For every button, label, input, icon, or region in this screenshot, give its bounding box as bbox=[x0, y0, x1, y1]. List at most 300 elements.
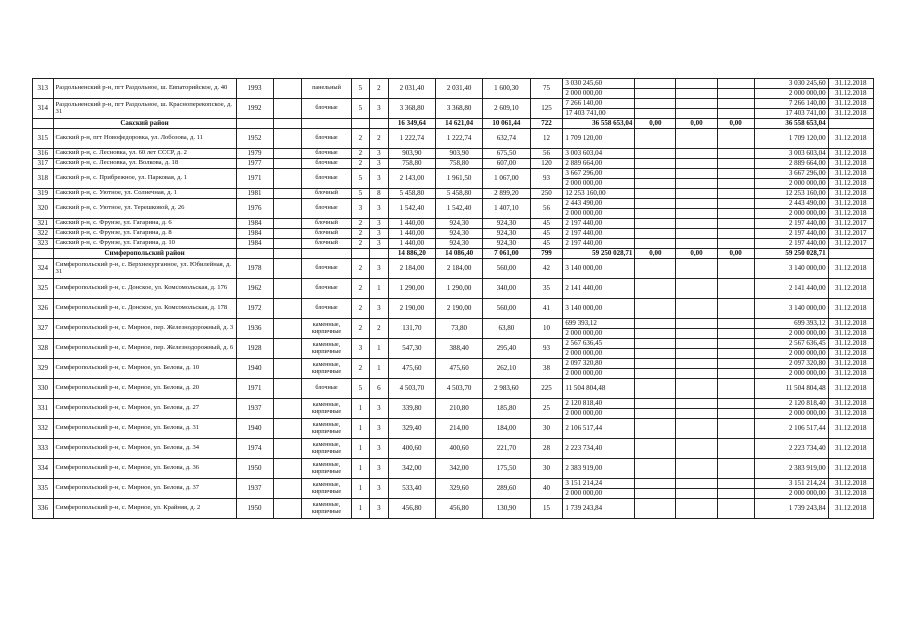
deadline-cell: 31.12.2018 bbox=[828, 359, 873, 369]
sum-cell: 2 889 664,00 bbox=[563, 159, 635, 169]
area-living-cell: 329,60 bbox=[435, 479, 482, 499]
empty-cell bbox=[676, 479, 717, 489]
empty-cell bbox=[273, 99, 302, 119]
table-row bbox=[33, 159, 874, 169]
empty-cell bbox=[635, 409, 676, 419]
year-cell: 1952 bbox=[236, 129, 273, 149]
address-cell: Сакский р-н, пгт Новофедоровка, ул. Лобозова, д. 11 bbox=[53, 129, 236, 149]
total-cell: 2 443 490,00 bbox=[754, 199, 828, 209]
area-total-cell: 1 290,00 bbox=[388, 279, 435, 299]
total-cell: 2 097 320,80 bbox=[754, 359, 828, 369]
wall-material-cell: каменные, кирпичные bbox=[302, 439, 351, 459]
empty-cell bbox=[273, 499, 302, 519]
total-cell: 3 151 214,24 bbox=[754, 479, 828, 489]
empty-cell bbox=[273, 239, 302, 249]
empty-cell bbox=[717, 79, 754, 89]
deadline-cell: 31.12.2018 bbox=[828, 379, 873, 399]
empty-cell bbox=[717, 159, 754, 169]
empty-cell bbox=[717, 209, 754, 219]
year-cell: 1977 bbox=[236, 159, 273, 169]
area-residential-cell: 2 609,10 bbox=[483, 99, 530, 119]
empty-cell bbox=[717, 369, 754, 379]
deadline-cell: 31.12.2018 bbox=[828, 169, 873, 179]
empty-cell bbox=[635, 109, 676, 119]
empty-cell bbox=[635, 239, 676, 249]
district-sum: 36 558 653,04 bbox=[563, 119, 635, 129]
residents-cell: 42 bbox=[530, 259, 563, 279]
sum-cell: 3 140 000,00 bbox=[563, 299, 635, 319]
floors-cell: 1 bbox=[351, 439, 370, 459]
floors-cell: 1 bbox=[351, 459, 370, 479]
empty-cell bbox=[273, 119, 302, 129]
year-cell: 1940 bbox=[236, 419, 273, 439]
area-living-cell: 456,80 bbox=[435, 499, 482, 519]
empty-cell bbox=[717, 359, 754, 369]
row-number: 324 bbox=[33, 259, 54, 279]
empty-cell bbox=[635, 369, 676, 379]
district-area-living: 14 086,40 bbox=[435, 249, 482, 259]
residents-cell: 45 bbox=[530, 229, 563, 239]
empty-cell bbox=[676, 99, 717, 109]
empty-cell bbox=[676, 209, 717, 219]
sum-cell: 2 223 734,40 bbox=[563, 439, 635, 459]
deadline-cell: 31.12.2018 bbox=[828, 179, 873, 189]
sum-cell: 7 266 140,00 bbox=[563, 99, 635, 109]
total-cell: 2 889 664,00 bbox=[754, 159, 828, 169]
year-cell: 1936 bbox=[236, 319, 273, 339]
address-cell: Симферопольский р-н, с. Мирное, пер. Железнодорожный, д. 3 bbox=[53, 319, 236, 339]
area-living-cell: 3 368,80 bbox=[435, 99, 482, 119]
area-total-cell: 1 440,00 bbox=[388, 239, 435, 249]
empty-cell bbox=[676, 129, 717, 149]
row-number: 317 bbox=[33, 159, 54, 169]
deadline-cell: 31.12.2018 bbox=[828, 129, 873, 149]
empty-cell bbox=[273, 459, 302, 479]
year-cell: 1974 bbox=[236, 439, 273, 459]
sum-cell: 2 000 000,00 bbox=[563, 409, 635, 419]
area-residential-cell: 924,30 bbox=[483, 229, 530, 239]
total-cell: 2 383 919,00 bbox=[754, 459, 828, 479]
residents-cell: 15 bbox=[530, 499, 563, 519]
empty-cell bbox=[717, 219, 754, 229]
floors-cell: 2 bbox=[351, 299, 370, 319]
total-cell: 2 106 517,44 bbox=[754, 419, 828, 439]
year-cell: 1971 bbox=[236, 379, 273, 399]
deadline-cell: 31.12.2017 bbox=[828, 229, 873, 239]
year-cell: 1928 bbox=[236, 339, 273, 359]
table-row bbox=[33, 379, 874, 399]
floors-cell: 5 bbox=[351, 379, 370, 399]
district-zero-1: 0,00 bbox=[635, 119, 676, 129]
sum-cell: 2 197 440,00 bbox=[563, 239, 635, 249]
empty-cell bbox=[717, 299, 754, 319]
empty-cell bbox=[717, 409, 754, 419]
empty-cell bbox=[717, 229, 754, 239]
address-cell: Сакский р-н, с. Фрунзе, ул. Гагарина, д. 6 bbox=[53, 219, 236, 229]
table-row bbox=[33, 279, 874, 299]
area-living-cell: 903,90 bbox=[435, 149, 482, 159]
empty-cell bbox=[676, 229, 717, 239]
deadline-cell: 31.12.2018 bbox=[828, 319, 873, 329]
district-zero-3: 0,00 bbox=[717, 249, 754, 259]
residents-cell: 225 bbox=[530, 379, 563, 399]
empty-cell bbox=[676, 219, 717, 229]
empty-cell bbox=[717, 419, 754, 439]
deadline-cell: 31.12.2018 bbox=[828, 299, 873, 319]
area-residential-cell: 221,70 bbox=[483, 439, 530, 459]
table-row bbox=[33, 129, 874, 149]
area-living-cell: 4 503,70 bbox=[435, 379, 482, 399]
area-living-cell: 388,40 bbox=[435, 339, 482, 359]
empty-cell bbox=[717, 399, 754, 409]
area-residential-cell: 2 983,60 bbox=[483, 379, 530, 399]
empty-cell bbox=[273, 399, 302, 419]
floors-cell: 1 bbox=[351, 499, 370, 519]
address-cell: Сакский р-н, с. Прибрежное, ул. Парковая, д. 1 bbox=[53, 169, 236, 189]
empty-cell bbox=[635, 189, 676, 199]
empty-cell bbox=[676, 339, 717, 349]
wall-material-cell: блочный bbox=[302, 229, 351, 239]
district-zero-1: 0,00 bbox=[635, 249, 676, 259]
district-area-total: 14 886,20 bbox=[388, 249, 435, 259]
empty-cell bbox=[676, 279, 717, 299]
area-living-cell: 2 031,40 bbox=[435, 79, 482, 99]
entrances-cell: 3 bbox=[370, 229, 389, 239]
table-row bbox=[33, 259, 874, 279]
district-name: Сакский район bbox=[53, 119, 236, 129]
area-total-cell: 3 368,80 bbox=[388, 99, 435, 119]
table-row bbox=[33, 229, 874, 239]
total-cell: 2 000 000,00 bbox=[754, 369, 828, 379]
row-number: 314 bbox=[33, 99, 54, 119]
address-cell: Симферопольский р-н, с. Мирное, ул. Белова, д. 27 bbox=[53, 399, 236, 419]
address-cell: Симферопольский р-н, с. Мирное, ул. Белова, д. 10 bbox=[53, 359, 236, 379]
empty-cell bbox=[676, 109, 717, 119]
wall-material-cell: блочные bbox=[302, 279, 351, 299]
entrances-cell: 3 bbox=[370, 479, 389, 499]
table-row bbox=[33, 219, 874, 229]
address-cell: Сакский р-н, с. Уютное, ул. Терешковой, д. 26 bbox=[53, 199, 236, 219]
deadline-cell: 31.12.2018 bbox=[828, 159, 873, 169]
deadline-cell: 31.12.2018 bbox=[828, 409, 873, 419]
table-row bbox=[33, 169, 874, 179]
year-cell: 1984 bbox=[236, 219, 273, 229]
sum-cell: 1 739 243,84 bbox=[563, 499, 635, 519]
empty-cell bbox=[676, 259, 717, 279]
residents-cell: 12 bbox=[530, 129, 563, 149]
district-total: 59 250 028,71 bbox=[754, 249, 828, 259]
empty-cell bbox=[717, 479, 754, 489]
area-living-cell: 924,30 bbox=[435, 219, 482, 229]
sum-cell: 2 000 000,00 bbox=[563, 179, 635, 189]
area-total-cell: 1 222,74 bbox=[388, 129, 435, 149]
area-living-cell: 1 542,40 bbox=[435, 199, 482, 219]
area-residential-cell: 185,80 bbox=[483, 399, 530, 419]
sum-cell: 2 141 440,00 bbox=[563, 279, 635, 299]
entrances-cell: 3 bbox=[370, 239, 389, 249]
empty-cell bbox=[717, 489, 754, 499]
empty-cell bbox=[828, 119, 873, 129]
total-cell: 2 567 636,45 bbox=[754, 339, 828, 349]
district-area-living: 14 621,04 bbox=[435, 119, 482, 129]
year-cell: 1937 bbox=[236, 399, 273, 419]
empty-cell bbox=[676, 349, 717, 359]
residents-cell: 45 bbox=[530, 239, 563, 249]
row-number: 330 bbox=[33, 379, 54, 399]
wall-material-cell: каменные, кирпичные bbox=[302, 319, 351, 339]
year-cell: 1984 bbox=[236, 239, 273, 249]
wall-material-cell: блочные bbox=[302, 99, 351, 119]
area-living-cell: 924,30 bbox=[435, 239, 482, 249]
area-total-cell: 2 031,40 bbox=[388, 79, 435, 99]
area-living-cell: 214,00 bbox=[435, 419, 482, 439]
area-living-cell: 1 290,00 bbox=[435, 279, 482, 299]
address-cell: Симферопольский р-н, с. Мирное, ул. Белова, д. 20 bbox=[53, 379, 236, 399]
year-cell: 1976 bbox=[236, 199, 273, 219]
sum-cell: 3 140 000,00 bbox=[563, 259, 635, 279]
deadline-cell: 31.12.2018 bbox=[828, 109, 873, 119]
entrances-cell: 1 bbox=[370, 359, 389, 379]
area-residential-cell: 289,60 bbox=[483, 479, 530, 499]
deadline-cell: 31.12.2018 bbox=[828, 349, 873, 359]
entrances-cell: 3 bbox=[370, 419, 389, 439]
residents-cell: 40 bbox=[530, 479, 563, 499]
area-residential-cell: 262,10 bbox=[483, 359, 530, 379]
empty-cell bbox=[676, 299, 717, 319]
district-sum: 59 250 028,71 bbox=[563, 249, 635, 259]
total-cell: 2 197 440,00 bbox=[754, 219, 828, 229]
area-total-cell: 547,30 bbox=[388, 339, 435, 359]
empty-cell bbox=[33, 249, 54, 259]
floors-cell: 3 bbox=[351, 339, 370, 359]
empty-cell bbox=[717, 169, 754, 179]
sum-cell: 3 667 296,00 bbox=[563, 169, 635, 179]
row-number: 332 bbox=[33, 419, 54, 439]
area-living-cell: 2 184,00 bbox=[435, 259, 482, 279]
empty-cell bbox=[370, 119, 389, 129]
empty-cell bbox=[635, 99, 676, 109]
table-row bbox=[33, 149, 874, 159]
empty-cell bbox=[717, 379, 754, 399]
empty-cell bbox=[635, 259, 676, 279]
row-number: 329 bbox=[33, 359, 54, 379]
area-residential-cell: 632,74 bbox=[483, 129, 530, 149]
deadline-cell: 31.12.2018 bbox=[828, 439, 873, 459]
empty-cell bbox=[717, 439, 754, 459]
area-residential-cell: 924,30 bbox=[483, 219, 530, 229]
empty-cell bbox=[676, 239, 717, 249]
sum-cell: 3 030 245,60 bbox=[563, 79, 635, 89]
area-living-cell: 210,80 bbox=[435, 399, 482, 419]
empty-cell bbox=[635, 479, 676, 489]
empty-cell bbox=[635, 359, 676, 369]
table-row bbox=[33, 299, 874, 319]
empty-cell bbox=[635, 199, 676, 209]
area-living-cell: 342,00 bbox=[435, 459, 482, 479]
wall-material-cell: блочный bbox=[302, 239, 351, 249]
empty-cell bbox=[273, 169, 302, 189]
row-number: 327 bbox=[33, 319, 54, 339]
row-number: 313 bbox=[33, 79, 54, 99]
table-row bbox=[33, 419, 874, 439]
floors-cell: 2 bbox=[351, 319, 370, 339]
empty-cell bbox=[635, 489, 676, 499]
deadline-cell: 31.12.2018 bbox=[828, 329, 873, 339]
address-cell: Сакский р-н, с. Лесновка, ул. 60 лет СССР, д. 2 bbox=[53, 149, 236, 159]
total-cell: 3 030 245,60 bbox=[754, 79, 828, 89]
sum-cell: 2 097 320,80 bbox=[563, 359, 635, 369]
area-residential-cell: 2 899,20 bbox=[483, 189, 530, 199]
district-zero-2: 0,00 bbox=[676, 249, 717, 259]
district-zero-3: 0,00 bbox=[717, 119, 754, 129]
empty-cell bbox=[717, 349, 754, 359]
entrances-cell: 1 bbox=[370, 339, 389, 359]
area-total-cell: 758,80 bbox=[388, 159, 435, 169]
residents-cell: 25 bbox=[530, 399, 563, 419]
deadline-cell: 31.12.2018 bbox=[828, 259, 873, 279]
table-row bbox=[33, 79, 874, 89]
area-residential-cell: 1 600,30 bbox=[483, 79, 530, 99]
address-cell: Симферопольский р-н, с. Мирное, ул. Белова, д. 31 bbox=[53, 419, 236, 439]
empty-cell bbox=[717, 499, 754, 519]
area-total-cell: 131,70 bbox=[388, 319, 435, 339]
residents-cell: 30 bbox=[530, 419, 563, 439]
deadline-cell: 31.12.2018 bbox=[828, 339, 873, 349]
year-cell: 1950 bbox=[236, 499, 273, 519]
year-cell: 1979 bbox=[236, 149, 273, 159]
address-cell: Сакский р-н, с. Уютное, ул. Солнечная, д. 1 bbox=[53, 189, 236, 199]
year-cell: 1993 bbox=[236, 79, 273, 99]
address-cell: Раздольненский р-н, пгт Раздольное, ш. Красноперекопское, д. 31 bbox=[53, 99, 236, 119]
residents-cell: 28 bbox=[530, 439, 563, 459]
empty-cell bbox=[635, 299, 676, 319]
sum-cell: 3 003 603,04 bbox=[563, 149, 635, 159]
empty-cell bbox=[635, 459, 676, 479]
entrances-cell: 3 bbox=[370, 159, 389, 169]
total-cell: 3 140 000,00 bbox=[754, 299, 828, 319]
wall-material-cell: панельный bbox=[302, 79, 351, 99]
empty-cell bbox=[273, 339, 302, 359]
year-cell: 1940 bbox=[236, 359, 273, 379]
entrances-cell: 2 bbox=[370, 129, 389, 149]
row-number: 320 bbox=[33, 199, 54, 219]
table-row bbox=[33, 499, 874, 519]
area-total-cell: 533,40 bbox=[388, 479, 435, 499]
area-total-cell: 1 440,00 bbox=[388, 229, 435, 239]
table-row bbox=[33, 399, 874, 409]
floors-cell: 5 bbox=[351, 189, 370, 199]
wall-material-cell: блочные bbox=[302, 129, 351, 149]
address-cell: Симферопольский р-н, с. Мирное, ул. Белова, д. 37 bbox=[53, 479, 236, 499]
table-row bbox=[33, 189, 874, 199]
address-cell: Симферопольский р-н, с. Мирное, ул. Белова, д. 34 bbox=[53, 439, 236, 459]
sum-cell: 2 000 000,00 bbox=[563, 369, 635, 379]
area-living-cell: 758,80 bbox=[435, 159, 482, 169]
empty-cell bbox=[676, 329, 717, 339]
district-residents: 722 bbox=[530, 119, 563, 129]
area-total-cell: 339,80 bbox=[388, 399, 435, 419]
year-cell: 1972 bbox=[236, 299, 273, 319]
residents-cell: 120 bbox=[530, 159, 563, 169]
empty-cell bbox=[273, 279, 302, 299]
floors-cell: 3 bbox=[351, 199, 370, 219]
year-cell: 1981 bbox=[236, 189, 273, 199]
empty-cell bbox=[717, 149, 754, 159]
entrances-cell: 3 bbox=[370, 299, 389, 319]
empty-cell bbox=[273, 189, 302, 199]
year-cell: 1950 bbox=[236, 459, 273, 479]
area-total-cell: 400,60 bbox=[388, 439, 435, 459]
empty-cell bbox=[635, 499, 676, 519]
address-cell: Сакский р-н, с. Фрунзе, ул. Гагарина, д. 8 bbox=[53, 229, 236, 239]
year-cell: 1937 bbox=[236, 479, 273, 499]
floors-cell: 2 bbox=[351, 129, 370, 149]
table-row bbox=[33, 339, 874, 349]
total-cell: 7 266 140,00 bbox=[754, 99, 828, 109]
area-total-cell: 2 143,00 bbox=[388, 169, 435, 189]
deadline-cell: 31.12.2018 bbox=[828, 399, 873, 409]
deadline-cell: 31.12.2018 bbox=[828, 369, 873, 379]
empty-cell bbox=[676, 89, 717, 99]
empty-cell bbox=[273, 199, 302, 219]
wall-material-cell: каменные, кирпичные bbox=[302, 399, 351, 419]
empty-cell bbox=[717, 319, 754, 329]
table-row bbox=[33, 199, 874, 209]
row-number: 322 bbox=[33, 229, 54, 239]
total-cell: 11 504 804,48 bbox=[754, 379, 828, 399]
empty-cell bbox=[676, 189, 717, 199]
entrances-cell: 6 bbox=[370, 379, 389, 399]
empty-cell bbox=[717, 459, 754, 479]
empty-cell bbox=[717, 279, 754, 299]
area-residential-cell: 175,50 bbox=[483, 459, 530, 479]
empty-cell bbox=[302, 249, 351, 259]
district-area-residential: 10 061,44 bbox=[483, 119, 530, 129]
total-cell: 3 003 603,04 bbox=[754, 149, 828, 159]
area-total-cell: 456,80 bbox=[388, 499, 435, 519]
empty-cell bbox=[273, 479, 302, 499]
residents-cell: 45 bbox=[530, 219, 563, 229]
year-cell: 1992 bbox=[236, 99, 273, 119]
area-total-cell: 329,40 bbox=[388, 419, 435, 439]
wall-material-cell: блочные bbox=[302, 159, 351, 169]
empty-cell bbox=[635, 149, 676, 159]
empty-cell bbox=[273, 229, 302, 239]
housing-repair-table bbox=[32, 78, 874, 519]
empty-cell bbox=[273, 319, 302, 339]
row-number: 326 bbox=[33, 299, 54, 319]
sum-cell: 2 000 000,00 bbox=[563, 349, 635, 359]
deadline-cell: 31.12.2018 bbox=[828, 499, 873, 519]
area-living-cell: 73,80 bbox=[435, 319, 482, 339]
empty-cell bbox=[717, 189, 754, 199]
area-total-cell: 903,90 bbox=[388, 149, 435, 159]
sum-cell: 2 567 636,45 bbox=[563, 339, 635, 349]
area-living-cell: 5 458,80 bbox=[435, 189, 482, 199]
total-cell: 12 253 160,00 bbox=[754, 189, 828, 199]
empty-cell bbox=[635, 339, 676, 349]
floors-cell: 5 bbox=[351, 169, 370, 189]
sum-cell: 2 120 818,40 bbox=[563, 399, 635, 409]
sum-cell: 1 709 120,00 bbox=[563, 129, 635, 149]
row-number: 328 bbox=[33, 339, 54, 359]
year-cell: 1971 bbox=[236, 169, 273, 189]
empty-cell bbox=[273, 149, 302, 159]
row-number: 315 bbox=[33, 129, 54, 149]
entrances-cell: 2 bbox=[370, 79, 389, 99]
area-residential-cell: 675,50 bbox=[483, 149, 530, 159]
deadline-cell: 31.12.2018 bbox=[828, 189, 873, 199]
